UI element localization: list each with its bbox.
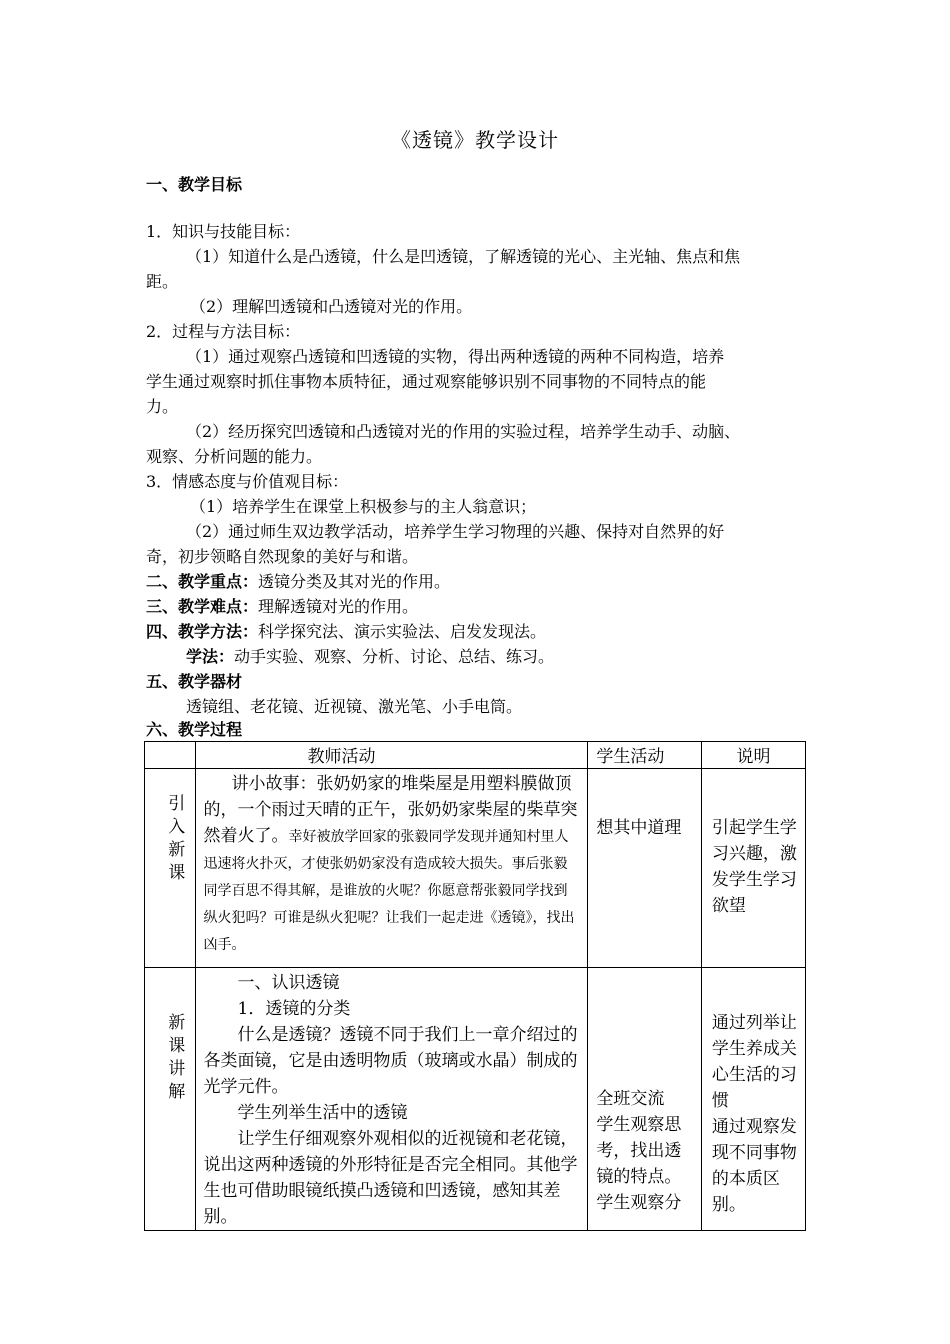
table-row (145, 769, 806, 968)
teacher-activity-text (196, 769, 588, 958)
note-text-2: 通过观察发现不同事物的本质区别。 (711, 1117, 797, 1215)
learning-methods-heading: 学法： (186, 647, 235, 666)
teacher-line-3: 什么是透镜？透镜不同于我们上一章介绍过的各类面镜，它是由透明物质（玻璃或水晶）制成的光学元件。 (203, 1025, 578, 1097)
stage-label-new-lesson: 新课讲解 (168, 1013, 186, 1102)
note-cell (701, 968, 805, 1231)
teacher-line-4: 学生列举生活中的透镜 (237, 1103, 408, 1123)
stage-label-intro: 引入新课 (168, 794, 186, 883)
section-learning-methods (186, 644, 856, 669)
goal-knowledge-title: 1．知识与技能目标： (146, 222, 301, 241)
methods-heading: 四、教学方法： (146, 622, 259, 641)
goal-emotion-item2-cont: 奇，初步领略自然现象的美好与和谐。 (146, 547, 419, 566)
teacher-activity-cell (195, 769, 588, 968)
goal-knowledge-item2: （2）理解凹透镜和凸透镜对光的作用。 (190, 297, 473, 316)
difficulties-heading: 三、教学难点： (146, 597, 259, 616)
goal-emotion-item2: （2）通过师生双边教学活动，培养学生学习物理的兴趣、保持对自然界的好 (186, 522, 725, 541)
story-text-main: 讲小故事：张奶奶家的堆柴屋是用塑料膜做顶的，一个雨过天晴的正午，张奶奶家柴屋的柴草突然着火了。 (203, 774, 578, 846)
goal-process-item1-cont1: 学生通过观察时抓住事物本质特征，通过观察能够识别不同事物的不同特点的能 (146, 372, 707, 391)
goal-emotion-item1: （1）培养学生在课堂上积极参与的主人翁意识； (190, 497, 537, 516)
goal-process-title: 2．过程与方法目标： (146, 322, 301, 341)
difficulties-text: 理解透镜对光的作用。 (258, 597, 419, 616)
section-key-points (146, 569, 816, 594)
stage-cell-new-lesson (145, 968, 196, 1231)
goal-emotion-title: 3．情感态度与价值观目标： (146, 472, 349, 491)
goal-knowledge-item1: （1）知道什么是凸透镜，什么是凹透镜，了解透镜的光心、主光轴、焦点和焦 (186, 247, 741, 266)
methods-text: 科学探究法、演示实验法、启发发现法。 (258, 622, 547, 641)
key-points-text: 透镜分类及其对光的作用。 (258, 572, 451, 591)
note-text-1: 通过列举让学生养成关心生活的习惯 (711, 1013, 797, 1111)
teacher-line-5: 让学生仔细观察外观相似的近视镜和老花镜，说出这两种透镜的外形特征是否完全相同。其他学生也可借助眼镜纸摸凸透镜和凹透镜，感知其差别。 (203, 1129, 578, 1227)
section-methods (146, 619, 816, 644)
key-points-heading: 二、教学重点： (146, 572, 259, 591)
story-text-small: 幸好被放学回家的张毅同学发现并通知村里人迅速将火扑灭，才使张奶奶家没有造成较大损失。事后张毅同学百思不得其解，是谁放的火呢？你愿意帮张毅同学找到纵火犯吗？可谁是纵火犯呢？让我们一起走进《透镜》，找出凶手。 (203, 829, 575, 953)
goal-process-item1: （1）通过观察凸透镜和凹透镜的实物，得出两种透镜的两种不同构造，培养 (186, 347, 725, 366)
goal-process-item1-cont2: 力。 (146, 397, 179, 416)
header-stage (145, 742, 196, 769)
goal-knowledge-item1-cont: 距。 (146, 272, 179, 291)
equipment-text: 透镜组、老花镜、近视镜、激光笔、小手电筒。 (186, 697, 523, 716)
goal-process-item2: （2）经历探究凹透镜和凸透镜对光的作用的实验过程，培养学生动手、动脑、 (186, 422, 741, 441)
header-student-activity: 学生活动 (588, 742, 701, 769)
student-activity-cell (588, 968, 701, 1231)
note-text: 引起学生学习兴趣，激发学生学习欲望 (711, 818, 797, 916)
note-cell (701, 769, 805, 968)
table-row (145, 968, 806, 1231)
teacher-line-1: 一、认识透镜 (237, 973, 340, 993)
page-title: 《透镜》教学设计 (391, 128, 559, 152)
student-activity-text: 想其中道理 (596, 818, 682, 838)
student-activity-text: 全班交流 学生观察思考，找出透镜的特点。 学生观察分 (596, 1089, 682, 1213)
teaching-process-table (144, 741, 806, 1231)
header-teacher-activity: 教师活动 (195, 742, 588, 769)
stage-cell-intro (145, 769, 196, 968)
section-difficulties (146, 594, 816, 619)
teacher-activity-cell (195, 968, 588, 1231)
learning-methods-text: 动手实验、观察、分析、讨论、总结、练习。 (234, 647, 555, 666)
teacher-line-2: 1．透镜的分类 (237, 999, 351, 1019)
header-note: 说明 (701, 742, 805, 769)
section-process-heading: 六、教学过程 (146, 720, 243, 739)
student-activity-cell (588, 769, 701, 968)
section-heading-objectives: 一、教学目标 (146, 175, 243, 194)
goal-process-item2-cont: 观察、分析问题的能力。 (146, 447, 323, 466)
table-header-row (145, 742, 806, 769)
section-equipment-heading: 五、教学器材 (146, 672, 243, 691)
